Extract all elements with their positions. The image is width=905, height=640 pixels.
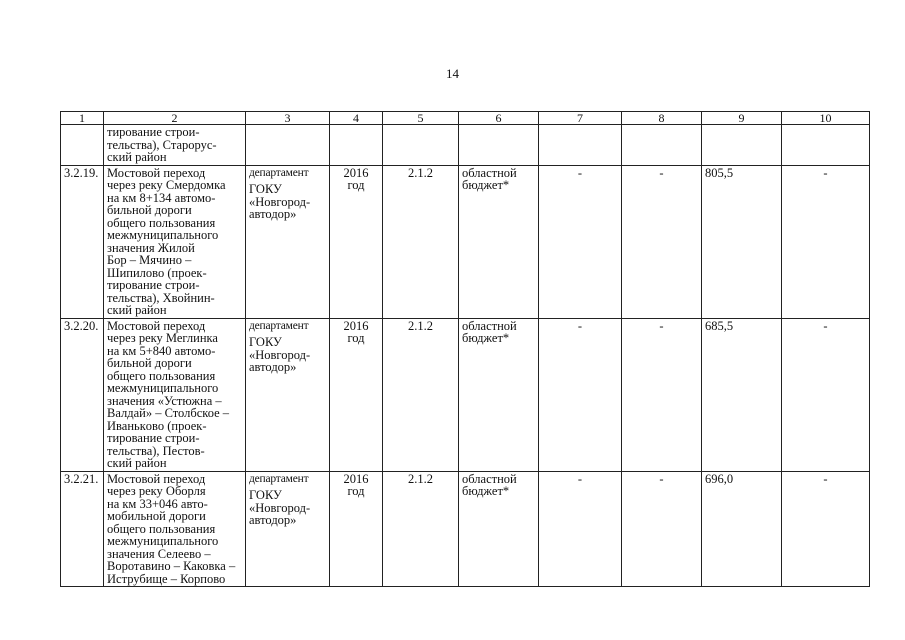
executor-org-line: «Новгород- [249, 194, 311, 209]
name-line: тирование строи- [107, 125, 200, 139]
executor-org-line: ГОКУ [249, 182, 282, 196]
name-line: ский район [107, 150, 167, 164]
cell-c10: - [782, 165, 870, 318]
executor-line: департамент [249, 166, 309, 179]
name-line: бильной дороги [107, 356, 192, 370]
name-line: межмуниципального [107, 534, 219, 548]
year-line: год [347, 178, 365, 192]
column-header: 7 [539, 112, 622, 125]
cell-c10: - [782, 471, 870, 587]
executor-org [249, 183, 326, 221]
name-line: тирование строи- [107, 431, 200, 445]
name-line: ский район [107, 456, 167, 470]
column-header: 8 [622, 112, 702, 125]
name-line: Мостовой переход [107, 165, 206, 180]
source-line: областной [462, 165, 517, 180]
cell-executor [246, 471, 330, 587]
column-header: 5 [383, 112, 459, 125]
name-line: ский район [107, 303, 167, 317]
name-line: на км 33+046 авто- [107, 496, 208, 511]
cell-source [459, 471, 539, 587]
executor-org-line: «Новгород- [249, 500, 311, 515]
name-line: межмуниципального [107, 381, 219, 395]
cell-c10: - [782, 318, 870, 471]
cell-year [330, 165, 383, 318]
executor-org [249, 489, 326, 527]
name-line: Мостовой переход [107, 471, 206, 486]
cell-source [459, 318, 539, 471]
column-header: 3 [246, 112, 330, 125]
name-line: Шипилово (проек- [107, 265, 207, 280]
cell-executor [246, 318, 330, 471]
name-line: значения Жилой [107, 240, 195, 255]
cell-name [104, 471, 246, 587]
column-header: 2 [104, 112, 246, 125]
cell-num [61, 125, 104, 166]
cell-name [104, 318, 246, 471]
cell-code: 2.1.2 [383, 471, 459, 587]
cell-c7 [539, 125, 622, 166]
cell-year [330, 125, 383, 166]
cell-year [330, 318, 383, 471]
header-row [61, 112, 870, 125]
column-header: 9 [702, 112, 782, 125]
name-line: бильной дороги [107, 203, 192, 217]
cell-executor [246, 165, 330, 318]
cell-code: 2.1.2 [383, 318, 459, 471]
column-header: 4 [330, 112, 383, 125]
cell-num: 3.2.21. [61, 471, 104, 587]
name-line: мобильной дороги [107, 509, 206, 523]
executor-org-line: ГОКУ [249, 488, 282, 502]
cell-num: 3.2.20. [61, 318, 104, 471]
name-line: значения «Устюжна – [107, 393, 222, 408]
year-line: год [347, 484, 365, 498]
name-line: общего пользования [107, 368, 216, 383]
cell-executor [246, 125, 330, 166]
cell-source [459, 125, 539, 166]
cell-c9: 696,0 [702, 471, 782, 587]
table-row [61, 471, 870, 587]
name-line: Мостовой переход [107, 318, 206, 333]
cell-c8 [622, 125, 702, 166]
cell-c7: - [539, 318, 622, 471]
table-row [61, 318, 870, 471]
cell-c9: 685,5 [702, 318, 782, 471]
source-line: бюджет* [462, 178, 510, 192]
name-line: тирование строи- [107, 278, 200, 292]
column-header: 6 [459, 112, 539, 125]
executor-org-line: «Новгород- [249, 347, 311, 362]
name-line: Валдай» – Столбское – [107, 406, 230, 420]
cell-num: 3.2.19. [61, 165, 104, 318]
name-line: на км 5+840 автомо- [107, 343, 216, 358]
measures-table [60, 111, 870, 587]
name-line: межмуниципального [107, 228, 219, 242]
cell-c7: - [539, 471, 622, 587]
source-line: бюджет* [462, 484, 510, 498]
executor-line: департамент [249, 472, 309, 485]
cell-source [459, 165, 539, 318]
source-line: бюджет* [462, 331, 510, 345]
cell-c9: 805,5 [702, 165, 782, 318]
name-line: тельства), Старорус- [107, 137, 217, 152]
year-line: 2016 [343, 471, 369, 486]
name-line: общего пользования [107, 215, 216, 230]
table-row-continuation [61, 125, 870, 166]
name-line: Иванькoво (проек- [107, 418, 207, 433]
name-line: Бор – Мячино – [107, 253, 192, 267]
executor-org [249, 336, 326, 374]
year-line: 2016 [343, 165, 369, 180]
cell-year [330, 471, 383, 587]
executor-org-line: автодор» [249, 207, 297, 221]
executor-org-line: автодор» [249, 513, 297, 527]
name-line: через реку Оборля [107, 484, 206, 498]
name-line: тельства), Пестов- [107, 443, 205, 458]
name-line: Воротавино – Каковка – [107, 559, 236, 573]
column-header: 1 [61, 112, 104, 125]
cell-c8: - [622, 318, 702, 471]
cell-c8: - [622, 471, 702, 587]
year-line: год [347, 331, 365, 345]
cell-c10 [782, 125, 870, 166]
cell-code: 2.1.2 [383, 165, 459, 318]
cell-c9 [702, 125, 782, 166]
source-line: областной [462, 318, 517, 333]
name-line: общего пользования [107, 521, 216, 536]
name-line: на км 8+134 автомо- [107, 190, 216, 205]
cell-name [104, 165, 246, 318]
year-line: 2016 [343, 318, 369, 333]
source-line: областной [462, 471, 517, 486]
column-header: 10 [782, 112, 870, 125]
name-line: Иструбище – Корпово [107, 571, 226, 586]
table-row [61, 165, 870, 318]
name-line: тельства), Хвойнин- [107, 290, 215, 305]
cell-c7: - [539, 165, 622, 318]
cell-code [383, 125, 459, 166]
executor-line: департамент [249, 319, 309, 332]
name-line: через реку Меглинка [107, 331, 218, 345]
executor-org-line: ГОКУ [249, 335, 282, 349]
cell-c8: - [622, 165, 702, 318]
cell-name [104, 125, 246, 166]
page-number: 14 [446, 66, 459, 81]
name-line: значения Селеево – [107, 546, 211, 561]
executor-org-line: автодор» [249, 360, 297, 374]
name-line: через реку Смердомка [107, 178, 226, 192]
